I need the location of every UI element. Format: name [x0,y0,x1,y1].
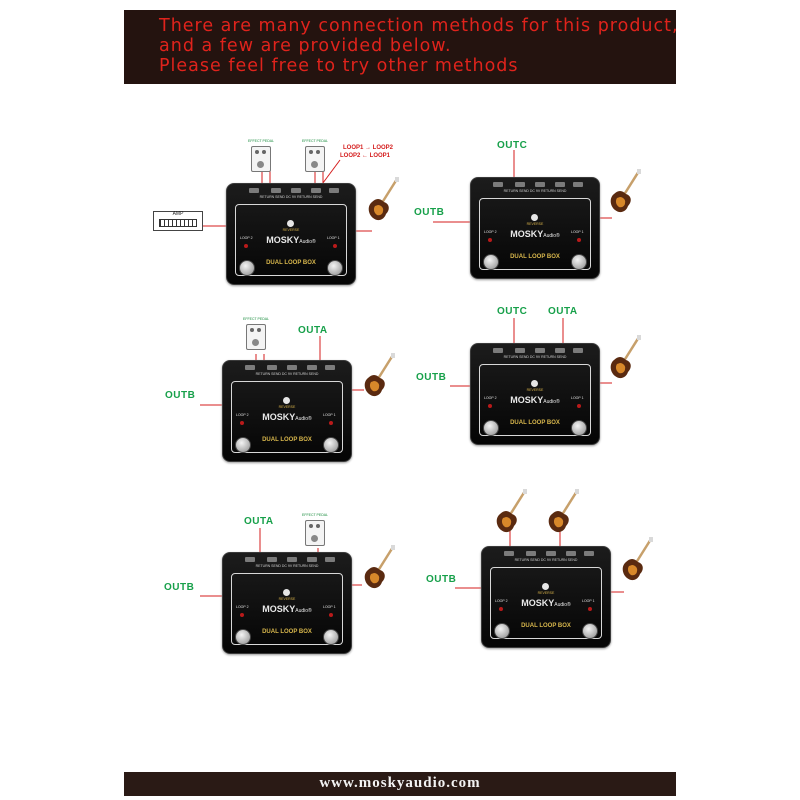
footswitch-icon [257,161,264,168]
knob-icon [255,150,259,154]
led-indicator [542,583,549,590]
loop1-footswitch [582,623,598,639]
loop-order-note-1: LOOP1 → LOOP2 [343,145,394,151]
jack-icon [325,557,335,562]
jack-icon [267,557,277,562]
guitar-icon-6a [494,488,528,534]
loop1-led [588,607,592,611]
jack-icon [245,557,255,562]
brand-sub: Audio® [543,233,560,239]
loop1-label: LOOP 1 [582,599,595,603]
jack-row [241,188,341,194]
model-name: DUAL LOOP BOX [521,623,571,629]
knob-icon [309,150,313,154]
knob-icon [316,524,320,528]
jack-icon [329,188,339,193]
outb-label: OUTB [164,582,195,593]
loop1-label: LOOP 1 [327,236,340,240]
loop1-label: LOOP 1 [571,230,584,234]
reverse-label: REVERSE [526,222,544,226]
brand-logo [255,604,319,614]
loop-order-note-2: LOOP2 ← LOOP1 [340,153,391,159]
loop2-footswitch [239,260,255,276]
jack-icon [515,182,525,187]
jack-icon [493,182,503,187]
guitar-icon-5 [362,544,396,590]
jack-icon [555,348,565,353]
loop1-led [577,404,581,408]
jack-icon [526,551,536,556]
model-name: DUAL LOOP BOX [262,437,312,443]
guitar-icon-4 [608,334,642,380]
jack-icon [555,182,565,187]
jack-labels: RETURN SEND DC 9V RETURN SEND [259,195,323,199]
jack-icon [584,551,594,556]
header-banner [124,10,679,84]
dual-loop-box-2 [470,177,600,279]
loop2-led [240,613,244,617]
effect-pedal-5 [302,513,328,546]
jack-icon [325,365,335,370]
brand-sub: Audio® [295,416,312,422]
effect-pedal-label: EFFECT PEDAL [248,139,274,143]
jack-icon [504,551,514,556]
loop1-footswitch [327,260,343,276]
loop2-footswitch [483,254,499,270]
knob-icon [309,524,313,528]
jack-labels: RETURN SEND DC 9V RETURN SEND [255,372,319,376]
effect-pedal-label: EFFECT PEDAL [302,139,328,143]
effect-pedal-label: EFFECT PEDAL [243,317,269,321]
outb-label: OUTB [165,390,196,401]
outc-label: OUTC [497,140,528,151]
loop2-label: LOOP 2 [495,599,508,603]
amp-grille [159,219,197,227]
banner-line-2: and a few are provided below. [159,36,452,56]
jack-icon [287,365,297,370]
loop2-led [488,404,492,408]
loop1-label: LOOP 1 [323,605,336,609]
model-name: DUAL LOOP BOX [266,260,316,266]
jack-icon [573,348,583,353]
guitar-icon-6b [546,488,580,534]
loop2-label: LOOP 2 [236,413,249,417]
jack-icon [535,182,545,187]
guitar-icon-6c [620,536,654,582]
loop2-led [244,244,248,248]
brand-name: MOSKY [510,395,544,405]
banner-line-1: There are many connection methods for this product, [159,16,679,36]
knob-icon [250,328,254,332]
outa-label: OUTA [244,516,274,527]
jack-icon [493,348,503,353]
jack-row [485,348,585,354]
effect-pedal-label: EFFECT PEDAL [302,513,328,517]
jack-labels: RETURN SEND DC 9V RETURN SEND [503,355,567,359]
jack-row [237,557,337,563]
reverse-label: REVERSE [537,591,555,595]
jack-row [485,182,585,188]
model-name: DUAL LOOP BOX [510,420,560,426]
brand-logo [503,395,567,405]
led-indicator [287,220,294,227]
loop2-footswitch [235,629,251,645]
brand-name: MOSKY [510,229,544,239]
brand-sub: Audio® [295,608,312,614]
loop2-footswitch [235,437,251,453]
knob-icon [316,150,320,154]
footswitch-icon [311,161,318,168]
jack-icon [515,348,525,353]
loop1-footswitch [323,629,339,645]
brand-logo [514,598,578,608]
effect-pedal-1 [248,139,274,172]
effect-pedal-3 [243,317,269,350]
loop1-label: LOOP 1 [571,396,584,400]
dual-loop-box-3 [222,360,352,462]
banner-line-3: Please feel free to try other methods [159,56,519,76]
jack-row [496,551,596,557]
led-indicator [531,214,538,221]
outb-label: OUTB [426,574,457,585]
knob-icon [262,150,266,154]
model-name: DUAL LOOP BOX [510,254,560,260]
dual-loop-box-1 [226,183,356,285]
brand-name: MOSKY [521,598,555,608]
jack-icon [311,188,321,193]
loop1-label: LOOP 1 [323,413,336,417]
jack-labels: RETURN SEND DC 9V RETURN SEND [255,564,319,568]
loop1-led [329,421,333,425]
brand-name: MOSKY [266,235,300,245]
loop2-led [499,607,503,611]
jack-icon [291,188,301,193]
jack-icon [271,188,281,193]
loop2-footswitch [494,623,510,639]
dual-loop-box-6 [481,546,611,648]
reverse-label: REVERSE [278,597,296,601]
amp-icon [153,211,203,231]
reverse-label: REVERSE [526,388,544,392]
jack-icon [267,365,277,370]
brand-name: MOSKY [262,412,296,422]
jack-icon [573,182,583,187]
jack-labels: RETURN SEND DC 9V RETURN SEND [503,189,567,193]
dual-loop-box-4 [470,343,600,445]
footer-bar [124,772,676,796]
jack-icon [249,188,259,193]
loop1-footswitch [323,437,339,453]
jack-icon [307,557,317,562]
outc-label: OUTC [497,306,528,317]
brand-sub: Audio® [554,602,571,608]
guitar-icon-2 [608,168,642,214]
amp-label: AMP [172,211,184,217]
loop2-label: LOOP 2 [484,396,497,400]
outb-label: OUTB [414,207,445,218]
brand-sub: Audio® [299,239,316,245]
guitar-icon-1 [366,176,400,222]
loop2-led [240,421,244,425]
loop2-footswitch [483,420,499,436]
footswitch-icon [311,535,318,542]
outa-label: OUTA [298,325,328,336]
loop2-led [488,238,492,242]
loop1-led [333,244,337,248]
jack-icon [566,551,576,556]
jack-icon [307,365,317,370]
led-indicator [283,589,290,596]
brand-logo [259,235,323,245]
jack-icon [535,348,545,353]
footswitch-icon [252,339,259,346]
jack-labels: RETURN SEND DC 9V RETURN SEND [514,558,578,562]
outa-label: OUTA [548,306,578,317]
effect-pedal-2 [302,139,328,172]
brand-logo [255,412,319,422]
knob-icon [257,328,261,332]
led-indicator [531,380,538,387]
jack-icon [287,557,297,562]
brand-sub: Audio® [543,399,560,405]
outb-label: OUTB [416,372,447,383]
loop2-label: LOOP 2 [240,236,253,240]
reverse-label: REVERSE [278,405,296,409]
model-name: DUAL LOOP BOX [262,629,312,635]
dual-loop-box-5 [222,552,352,654]
jack-row [237,365,337,371]
loop1-led [577,238,581,242]
loop2-label: LOOP 2 [484,230,497,234]
loop2-label: LOOP 2 [236,605,249,609]
led-indicator [283,397,290,404]
guitar-icon-3 [362,352,396,398]
brand-logo [503,229,567,239]
jack-icon [546,551,556,556]
jack-icon [245,365,255,370]
reverse-label: REVERSE [282,228,300,232]
brand-name: MOSKY [262,604,296,614]
loop1-led [329,613,333,617]
footer-url[interactable]: www.moskyaudio.com [319,775,481,791]
loop1-footswitch [571,420,587,436]
loop1-footswitch [571,254,587,270]
